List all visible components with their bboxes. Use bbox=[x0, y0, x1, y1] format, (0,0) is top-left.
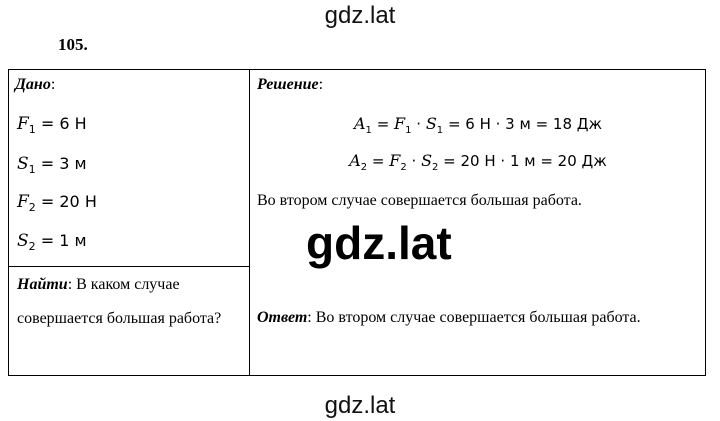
formula-work-2: $A_2 = F_2 \cdot S_2 = 20$ Н · 1 м = 20 Дж bbox=[349, 151, 607, 173]
formula-work-1: $A_1 = F_1 \cdot S_1 = 6$ Н · 3 м = 18 Дж bbox=[353, 114, 602, 136]
given-item-s2: $S_2 = 1$ м bbox=[17, 231, 87, 254]
problem-number: 105. bbox=[58, 35, 88, 54]
watermark-bottom: gdz.lat bbox=[324, 392, 396, 419]
given-find-divider bbox=[9, 266, 249, 267]
given-item-s1: $S_1 = 3$ м bbox=[17, 154, 87, 177]
watermark-top: gdz.lat bbox=[324, 2, 396, 29]
find-text: : В каком случае совершается большая работа? bbox=[17, 276, 222, 327]
find-block bbox=[17, 268, 245, 336]
answer-text: : Во втором случае совершается большая работа. bbox=[307, 309, 641, 326]
answer-block bbox=[257, 300, 697, 335]
given-item-f2: $F_2 = 20$ Н bbox=[17, 192, 97, 215]
given-label: Дано bbox=[15, 76, 51, 93]
watermark-center: gdz.lat bbox=[306, 217, 452, 269]
solution-conclusion: Во втором случае совершается большая работа. bbox=[257, 192, 582, 209]
find-label: Найти bbox=[17, 276, 68, 293]
solution-heading: Решение: bbox=[257, 76, 324, 93]
given-heading: Дано: bbox=[15, 76, 56, 93]
answer-label: Ответ bbox=[257, 309, 308, 326]
solution-label: Решение bbox=[257, 76, 319, 93]
given-item-f1: $F_1 = 6$ Н bbox=[17, 114, 87, 137]
